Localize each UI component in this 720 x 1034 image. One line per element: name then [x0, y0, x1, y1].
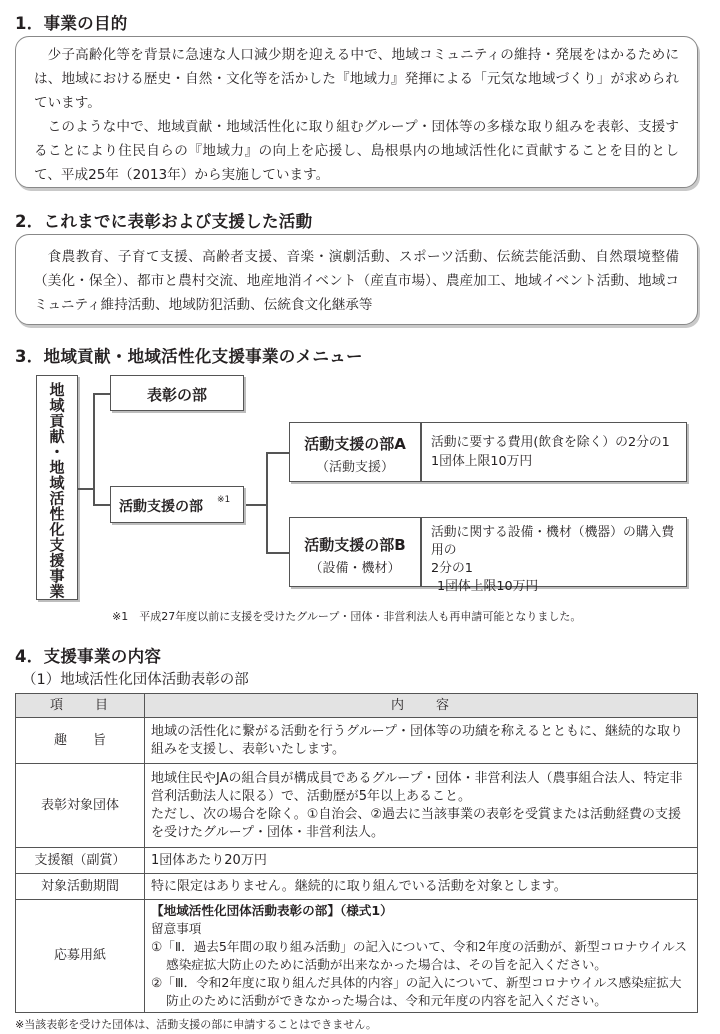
branch-a-title: 活動支援の部A	[304, 435, 406, 453]
row-item-period: 対象活動期間	[16, 874, 145, 900]
row-content-amount	[145, 848, 698, 874]
section2-heading: 2．これまでに表彰および支援した活動	[15, 212, 313, 231]
row-content-purpose	[145, 718, 698, 764]
branch-b-divider	[420, 518, 422, 586]
branch-b-title-cell	[290, 518, 420, 586]
content-line: ただし、次の場合を除く。①自治会、②過去に当該事業の表彰を受賞または活動経費の支援を受けたグループ・団体・非営利法人。	[151, 806, 682, 840]
branch-b-description	[431, 524, 686, 596]
content-line: ②「Ⅲ．令和2年度に取り組んだ具体的内容」の記入について、新型コロナウイルス感染症拡大防止のために活動ができなかった場合は、令和元年度の内容を記入ください。	[151, 975, 682, 1008]
section4-subheading: （1）地域活性化団体活動表彰の部	[22, 672, 249, 688]
branch-b-title: 活動支援の部B	[304, 536, 406, 554]
branch-a-title-cell	[290, 423, 420, 481]
table-footnote: ※当該表彰を受けた団体は、活動支援の部に申請することはできません。	[15, 1018, 377, 1031]
content-line: 【地域活性化団体活動表彰の部】（様式1）	[151, 903, 393, 918]
purpose-paragraph-1: 少子高齢化等を背景に急速な人口減少期を迎える中で、地域コミュニティの維持・発展をはかるためには、地域における歴史・自然・文化等を活かした『地域力』発揮による「元気な地域づくり」が求められています。	[34, 47, 679, 111]
content-line: ①「Ⅱ．過去5年間の取り組み活動」の記入について、令和2年度の活動が、新型コロナウイルス感染症拡大防止のために活動が出来なかった場合は、その旨を記入ください。	[151, 939, 688, 972]
row-item-form: 応募用紙	[16, 900, 145, 1013]
connector-line	[266, 452, 289, 454]
menu-root-box	[36, 375, 78, 600]
branch-a-subtitle: （活動支援）	[315, 460, 394, 475]
row-content-period	[145, 874, 698, 900]
support-dept-label: 活動支援の部	[119, 499, 203, 515]
branch-b-box	[289, 517, 687, 594]
connector-line	[78, 488, 94, 490]
table-row	[16, 874, 698, 900]
activities-box	[15, 234, 698, 325]
section4-heading: 4．支援事業の内容	[15, 647, 162, 666]
content-line: 1団体あたり20万円	[151, 852, 267, 868]
connector-line	[93, 393, 110, 395]
connector-line	[266, 552, 289, 554]
section3-heading: 3．地域貢献・地域活性化支援事業のメニュー	[15, 347, 363, 366]
menu-footnote: ※1 平成27年度以前に支援を受けたグループ・団体・非営利法人も再申請可能となりました。	[112, 610, 582, 623]
branch-b-desc-line: 活動に関する設備・機材（機器）の購入費用の	[431, 525, 675, 558]
branch-a-desc-line: 1団体上限10万円	[431, 454, 533, 469]
connector-line	[93, 393, 95, 505]
branch-a-divider	[420, 423, 422, 481]
purpose-paragraph-2: このような中で、地域貢献・地域活性化に取り組むグループ・団体等の多様な取り組みを表彰、支援することにより住民自らの『地域力』の向上を応援し、島根県内の地域活性化に貢献することを目的として、平成25年（2013年）から実施しています。	[34, 119, 679, 183]
table-row	[16, 848, 698, 874]
content-line: 地域住民やJAの組合員が構成員であるグループ・団体・非営利法人（農事組合法人、特定非営利活動法人に限る）で、活動歴が5年以上あること。	[151, 770, 683, 804]
row-content-eligible	[145, 764, 698, 848]
section1-heading: 1．事業の目的	[15, 14, 128, 33]
content-line: 留意事項	[151, 921, 202, 936]
branch-b-desc-line: 2分の1	[431, 561, 473, 576]
support-dept-box	[110, 486, 244, 523]
table-header-row	[16, 694, 698, 718]
header-content: 内 容	[145, 694, 698, 718]
table-row	[16, 718, 698, 764]
connector-line	[266, 452, 268, 553]
row-item-amount: 支援額（副賞）	[16, 848, 145, 874]
row-item-eligible: 表彰対象団体	[16, 764, 145, 848]
award-dept-box	[110, 375, 244, 411]
branch-b-desc-line: 1団体上限10万円	[437, 579, 539, 594]
purpose-box	[15, 36, 698, 188]
row-item-purpose: 趣 旨	[16, 718, 145, 764]
connector-line	[244, 504, 267, 506]
branch-a-box	[289, 422, 687, 482]
content-line: 地域の活性化に繋がる活動を行うグループ・団体等の功績を称えるとともに、継続的な取り組みを支援し、表彰いたします。	[151, 723, 683, 757]
branch-a-description	[431, 433, 670, 471]
row-content-form	[145, 900, 698, 1013]
header-item: 項 目	[16, 694, 145, 718]
activities-text: 食農教育、子育て支援、高齢者支援、音楽・演劇活動、スポーツ活動、伝統芸能活動、自然環境整備（美化・保全）、都市と農村交流、地産地消イベント（産直市場）、農産加工、地域イベント活動、地域コミュニティ維持活動、地域防犯活動、伝統食文化継承等	[34, 249, 679, 313]
connector-line	[93, 504, 110, 506]
table-row	[16, 764, 698, 848]
table-row	[16, 900, 698, 1013]
award-details-table	[15, 693, 698, 1013]
menu-root-label: 地域貢献・地域活性化支援事業	[47, 382, 66, 599]
content-line: 特に限定はありません。継続的に取り組んでいる活動を対象とします。	[151, 878, 567, 894]
award-dept-label: 表彰の部	[146, 386, 207, 404]
branch-b-subtitle: （設備・機材）	[309, 561, 401, 576]
support-dept-note-mark: ※1	[217, 495, 231, 505]
branch-a-desc-line: 活動に要する費用(飲食を除く）の2分の1	[431, 435, 670, 450]
